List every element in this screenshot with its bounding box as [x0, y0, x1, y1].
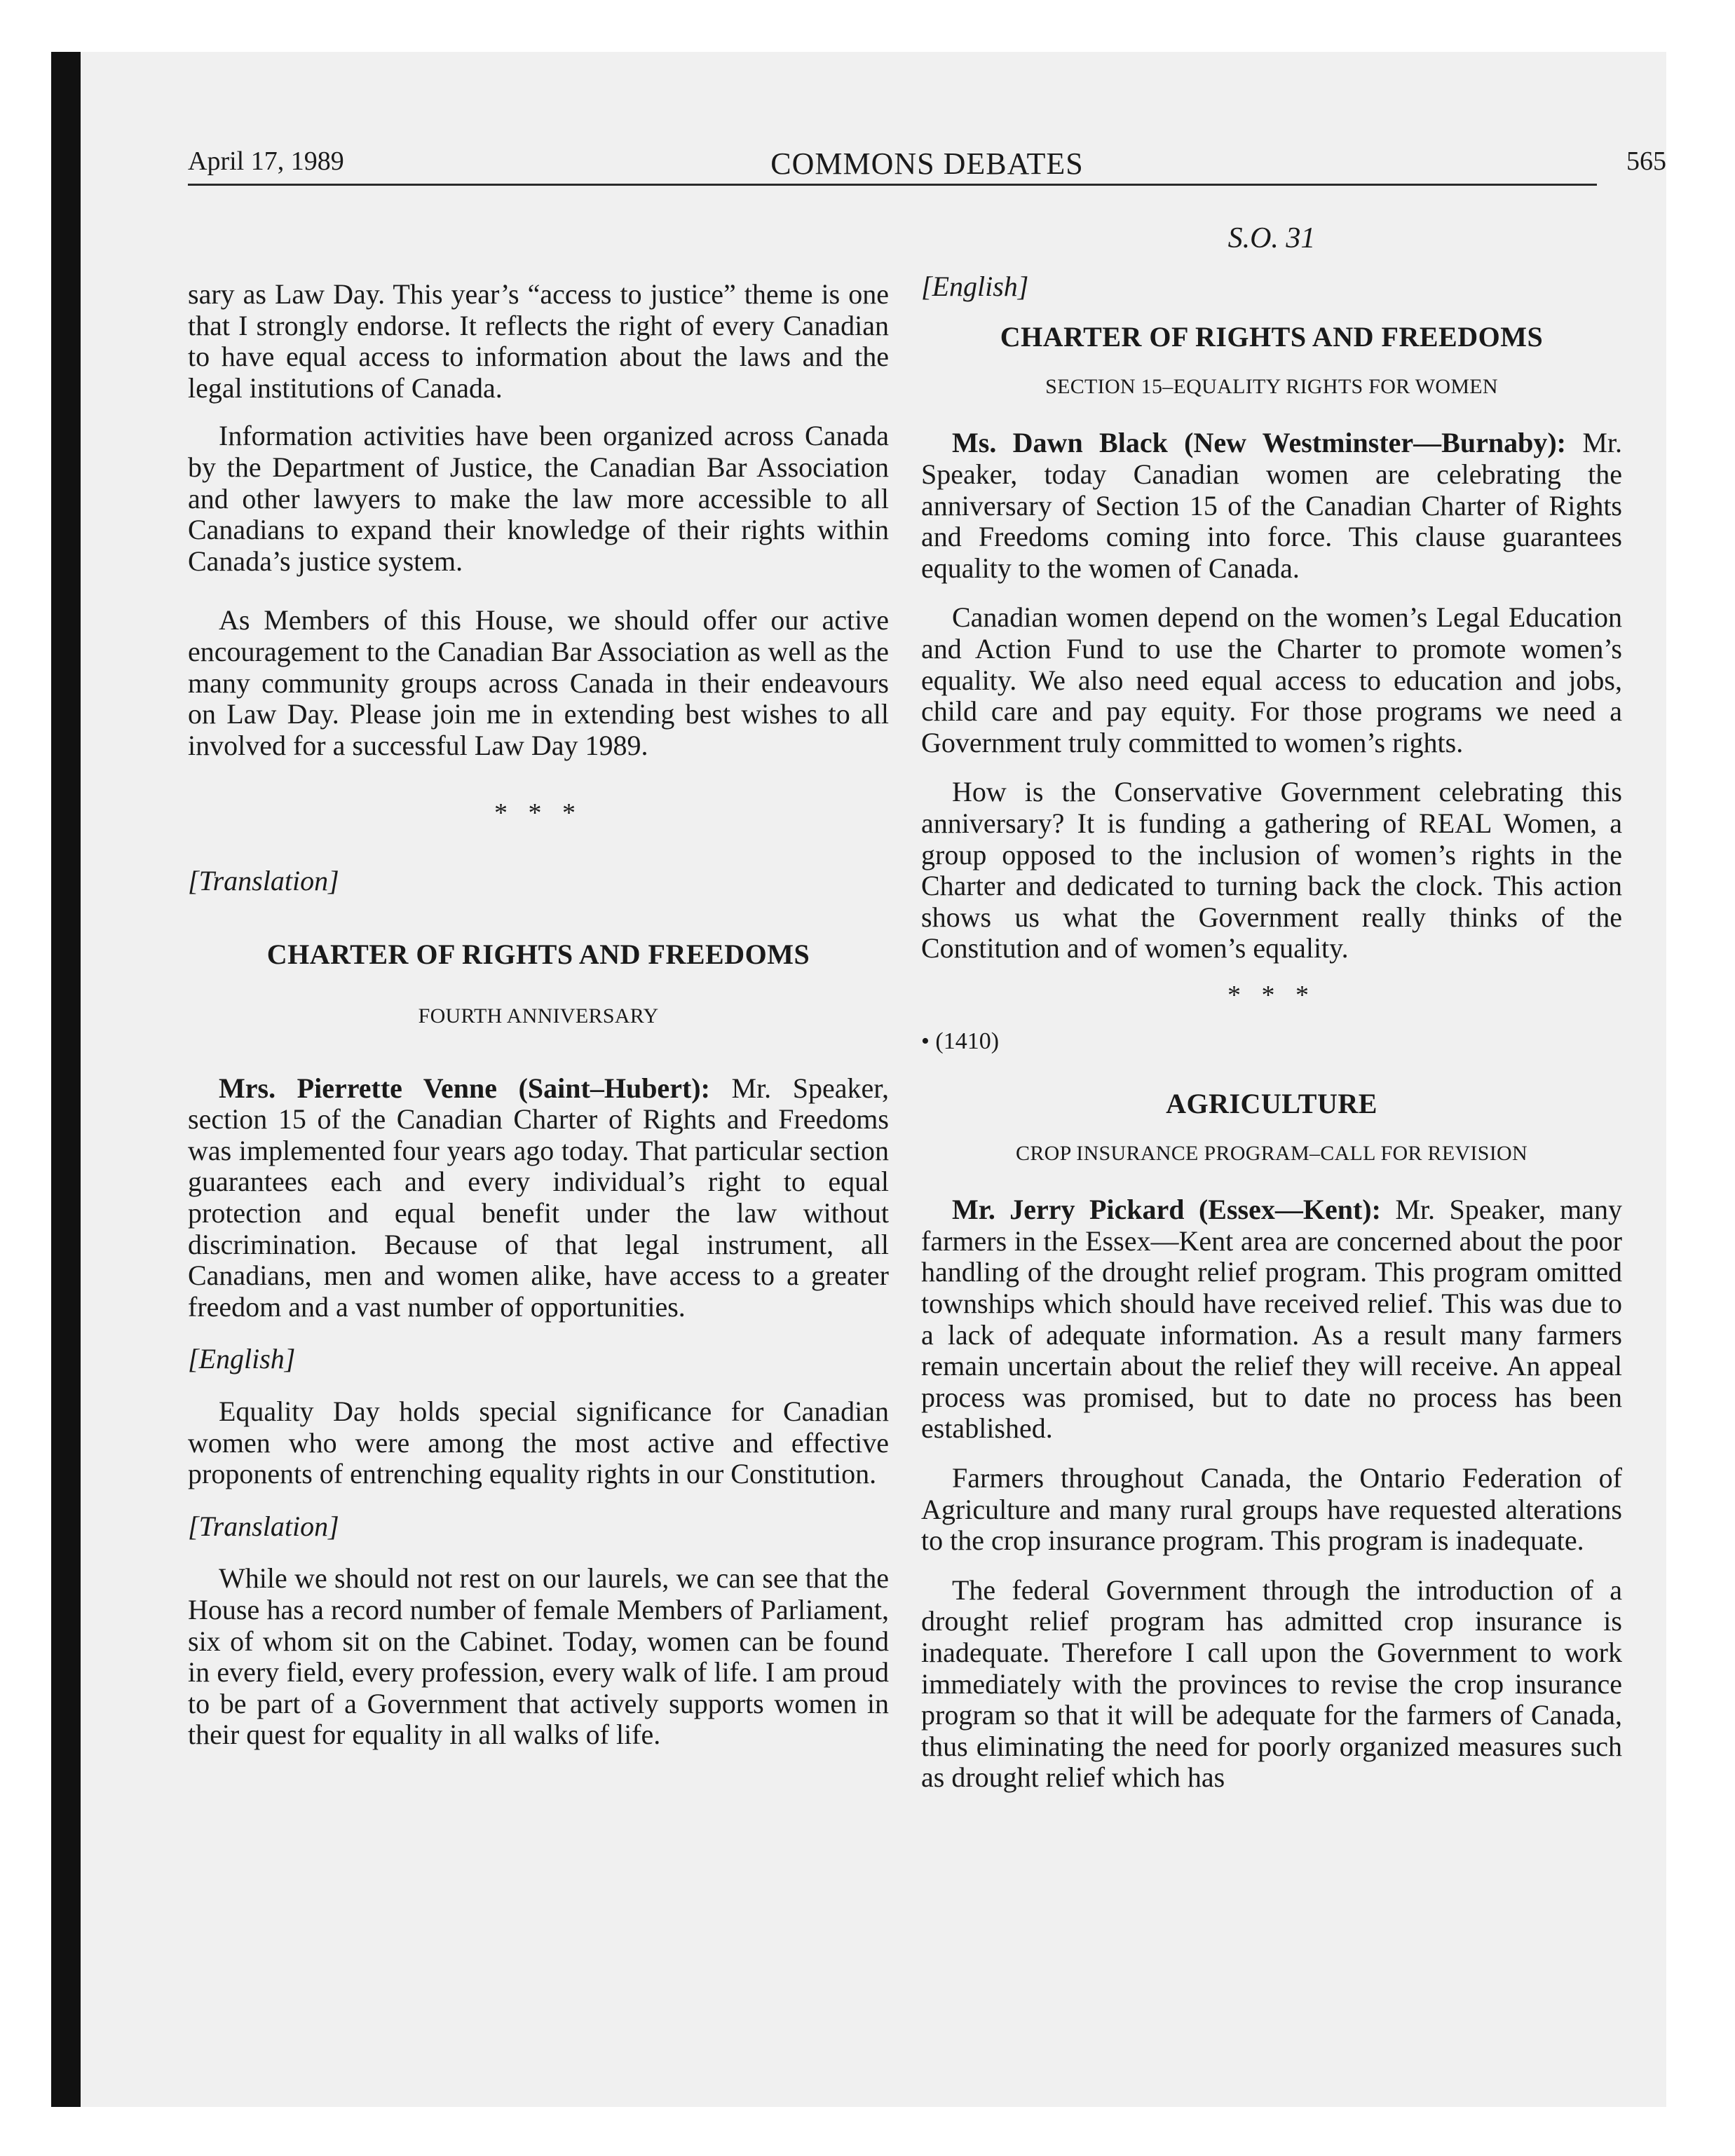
- scan-border: [51, 52, 81, 2107]
- paragraph: Information activities have been organized across Canada by the Department of Justice, the Canadian Bar Association and other lawyers to make the law more accessible to all Canadians to expand their knowledge of their rights within Canada’s justice system.: [188, 420, 889, 577]
- speech-text: Mr. Speaker, section 15 of the Canadian Charter of Rights and Freedoms was implemented four years ago today. That particular section guarantees each and every individual’s right to equal protection and equal benefit under the law without discrimination. Because of that legal instrument, all Canadians, men and women alike, have access to a greater freedom and a vast number of opportunities.: [188, 1072, 889, 1323]
- paragraph: Equality Day holds special significance for Canadian women who were among the most active and effective proponents of entrenching equality rights in our Constitution.: [188, 1396, 889, 1490]
- speaker-name: Mrs. Pierrette Venne (Saint–Hubert):: [219, 1072, 710, 1104]
- section-heading: CHARTER OF RIGHTS AND FREEDOMS: [266, 938, 810, 970]
- paragraph: Canadian women depend on the women’s Legal Education and Action Fund to use the Charter to promote women’s equality. We also need equal access to education and jobs, child care and pay equity. For those programs we need a Government truly committed to women’s rights.: [921, 601, 1622, 758]
- left-column: [188, 223, 889, 1751]
- page-number: 565: [1626, 146, 1666, 176]
- right-column: [921, 223, 1622, 1794]
- speech-paragraph: [188, 1073, 889, 1323]
- section-heading: CHARTER OF RIGHTS AND FREEDOMS: [1000, 321, 1544, 353]
- paragraph: While we should not rest on our laurels, we can see that the House has a record number of female Members of Parliament, six of whom sit on the Cabinet. Today, women can be found in every field, every profession, every walk of life. I am proud to be part of a Government that actively supports women in their quest for equality in all walks of life.: [188, 1562, 889, 1751]
- speech-text: Mr. Speaker, today Canadian women are celebrating the anniversary of Section 15 of the Canadian Charter of Rights and Freedoms coming into force. This clause guarantees equality to the women of Canada.: [921, 427, 1623, 584]
- standing-order-label: S.O. 31: [1227, 222, 1316, 254]
- section-separator: * * *: [494, 798, 583, 828]
- language-marker: [English]: [921, 270, 1029, 302]
- speech-paragraph: [921, 1194, 1622, 1445]
- paragraph: Farmers throughout Canada, the Ontario Federation of Agriculture and many rural groups have requested alterations to the crop insurance program. This program is inadequate.: [921, 1462, 1622, 1557]
- speaker-name: Mr. Jerry Pickard (Essex—Kent):: [952, 1194, 1381, 1226]
- section-separator: * * *: [1227, 980, 1316, 1010]
- paragraph: sary as Law Day. This year’s “access to justice” theme is one that I strongly endorse. It reflects the right of every Canadian to have equal access to information about the laws and the legal institutions of Canada.: [188, 278, 889, 404]
- speech-paragraph: [921, 428, 1622, 584]
- speech-text: Mr. Speaker, many farmers in the Essex—Kent area are concerned about the poor handling of the drought relief program. This program omitted townships which should have received relief. This was due to a lack of adequate information. As a result many farmers remain uncertain about the relief they will receive. An appeal process was promised, but to date no process has been established.: [921, 1194, 1623, 1445]
- header-rule: [188, 184, 1597, 186]
- language-marker: [English]: [188, 1343, 296, 1375]
- section-heading: AGRICULTURE: [1166, 1088, 1377, 1120]
- paragraph: As Members of this House, we should offer our active encouragement to the Canadian Bar Association as well as the many community groups across Canada in their endeavours on Law Day. Please join me in extending best wishes to all involved for a successful Law Day 1989.: [188, 604, 889, 761]
- header-date: April 17, 1989: [188, 146, 344, 176]
- paragraph: The federal Government through the introduction of a drought relief program has admitted crop insurance is inadequate. Therefore I call upon the Government to work immediately with the provinces to revise the crop insurance program so that it will be adequate for the farmers of Canada, thus eliminating the need for poorly organized measures such as drought relief which has: [921, 1574, 1622, 1794]
- section-subheading: FOURTH ANNIVERSARY: [418, 1004, 659, 1028]
- section-subheading: SECTION 15–EQUALITY RIGHTS FOR WOMEN: [1045, 374, 1498, 398]
- time-marker: • (1410): [921, 1028, 1000, 1055]
- page-header: [188, 146, 1666, 185]
- language-marker: [Translation]: [188, 864, 339, 896]
- section-subheading: CROP INSURANCE PROGRAM–CALL FOR REVISION: [1016, 1141, 1528, 1165]
- paragraph: How is the Conservative Government celebrating this anniversary? It is funding a gathering of REAL Women, a group opposed to the inclusion of women’s rights in the Charter and dedicated to turning back the clock. This action shows us what the Government really thinks of the Constitution and of women’s equality.: [921, 776, 1622, 964]
- header-title: COMMONS DEBATES: [770, 146, 1084, 181]
- speaker-name: Ms. Dawn Black (New Westminster—Burnaby):: [952, 427, 1566, 459]
- language-marker: [Translation]: [188, 1510, 339, 1542]
